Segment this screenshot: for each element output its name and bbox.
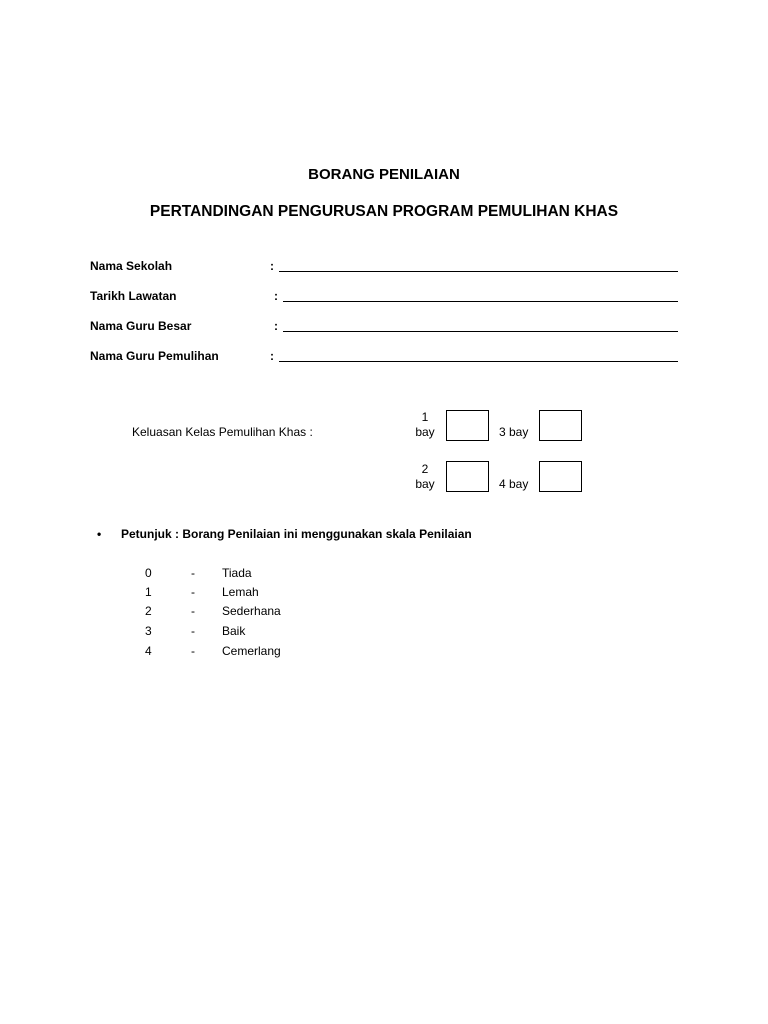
scale-dash: - bbox=[191, 604, 195, 618]
field-label: Nama Guru Besar bbox=[90, 319, 192, 333]
form-title: BORANG PENILAIAN bbox=[308, 166, 460, 183]
option-number: 2 bbox=[421, 462, 429, 476]
checkbox-3-bay[interactable] bbox=[539, 410, 582, 441]
option-1-bay-label bbox=[410, 410, 440, 440]
scale-label: Sederhana bbox=[222, 604, 281, 618]
option-2-bay-label bbox=[410, 462, 440, 492]
instruction-text: Petunjuk : Borang Penilaian ini menggunakan skala Penilaian bbox=[121, 527, 472, 541]
scale-value: 3 bbox=[145, 624, 152, 638]
scale-label: Cemerlang bbox=[222, 644, 281, 658]
checkbox-1-bay[interactable] bbox=[446, 410, 489, 441]
field-input-line[interactable] bbox=[283, 301, 678, 302]
option-number: 1 bbox=[421, 410, 429, 424]
scale-value: 1 bbox=[145, 585, 152, 599]
field-colon: : bbox=[270, 349, 274, 363]
option-unit: bay bbox=[415, 477, 435, 491]
scale-value: 2 bbox=[145, 604, 152, 618]
form-subtitle: PERTANDINGAN PENGURUSAN PROGRAM PEMULIHAN KHAS bbox=[149, 203, 619, 220]
scale-dash: - bbox=[191, 644, 195, 658]
field-colon: : bbox=[270, 259, 274, 273]
field-label: Nama Sekolah bbox=[90, 259, 173, 273]
option-3-bay-label: 3 bay bbox=[499, 425, 529, 439]
field-input-line[interactable] bbox=[283, 331, 678, 332]
scale-value: 0 bbox=[145, 566, 152, 580]
option-unit: bay bbox=[415, 425, 435, 439]
field-colon: : bbox=[274, 319, 278, 333]
scale-label: Baik bbox=[222, 624, 246, 638]
scale-dash: - bbox=[191, 585, 195, 599]
scale-value: 4 bbox=[145, 644, 152, 658]
bullet-icon: • bbox=[97, 527, 102, 541]
field-colon: : bbox=[274, 289, 278, 303]
field-input-line[interactable] bbox=[279, 361, 678, 362]
scale-label: Lemah bbox=[222, 585, 259, 599]
option-4-bay-label: 4 bay bbox=[499, 477, 529, 491]
scale-dash: - bbox=[191, 566, 195, 580]
area-label: Keluasan Kelas Pemulihan Khas : bbox=[132, 425, 313, 439]
field-label: Nama Guru Pemulihan bbox=[90, 349, 219, 363]
checkbox-2-bay[interactable] bbox=[446, 461, 489, 492]
scale-dash: - bbox=[191, 624, 195, 638]
scale-label: Tiada bbox=[222, 566, 252, 580]
checkbox-4-bay[interactable] bbox=[539, 461, 582, 492]
field-input-line[interactable] bbox=[279, 271, 678, 272]
field-label: Tarikh Lawatan bbox=[90, 289, 177, 303]
